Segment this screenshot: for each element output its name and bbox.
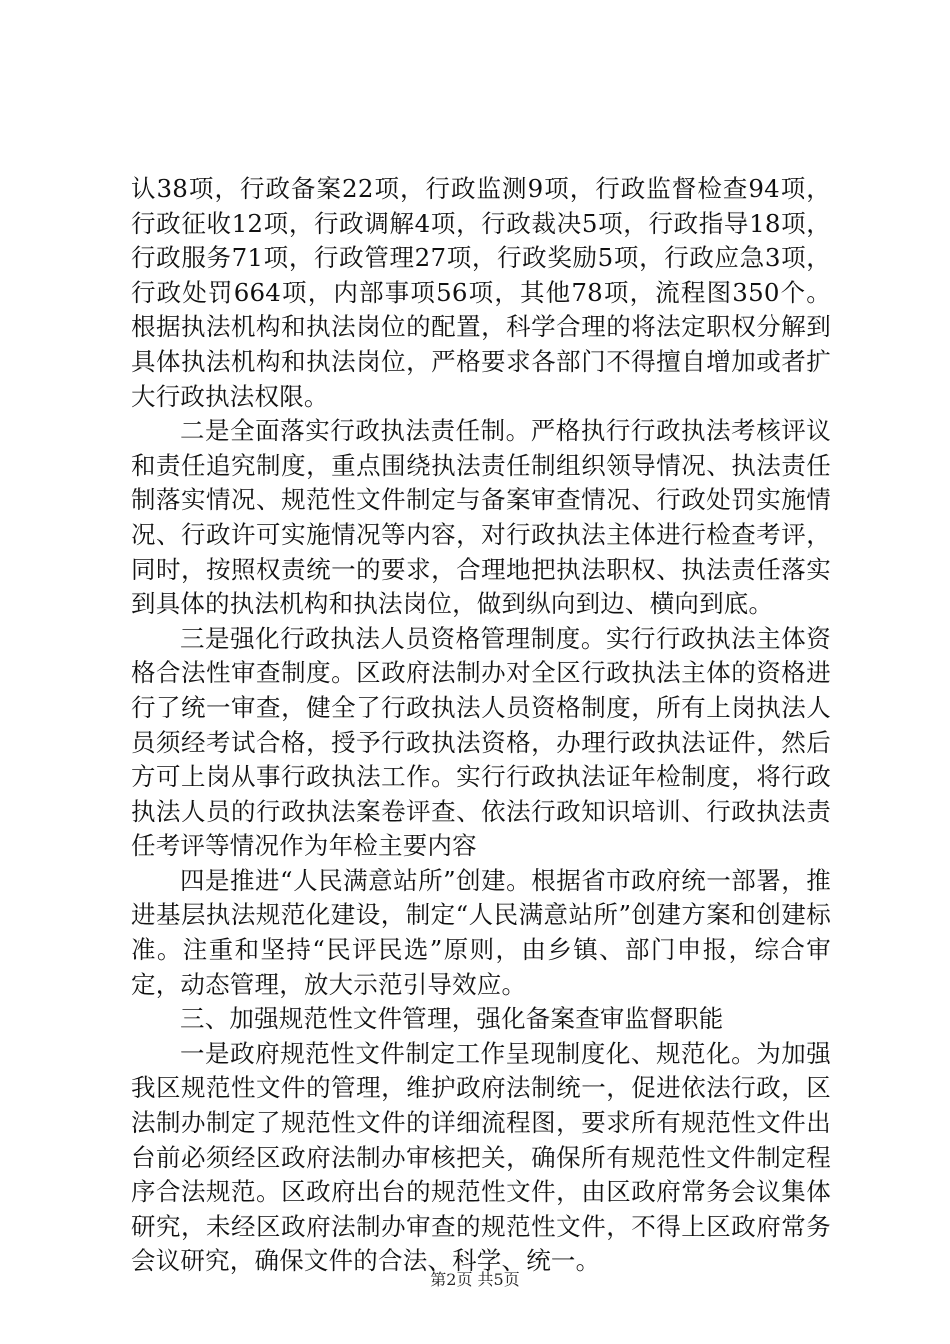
document-body — [131, 172, 831, 1279]
paragraph-5: 一是政府规范性文件制定工作呈现制度化、规范化。为加强我区规范性文件的管理，维护政府法制统一，促进依法行政，区法制办制定了规范性文件的详细流程图，要求所有规范性文件出台前必须经区政府法制办审核把关，确保所有规范性文件制定程序合法规范。区政府出台的规范性文件，由区政府常务会议集体研究，未经区政府法制办审查的规范性文件，不得上区政府常务会议研究，确保文件的合法、科学、统一。 — [131, 1038, 831, 1276]
page-indicator: 第2页 共5页 — [430, 1270, 520, 1289]
section-heading: 三、加强规范性文件管理，强化备案查审监督职能 — [180, 1004, 724, 1034]
paragraph-4: 四是推进“人民满意站所”创建。根据省市政府统一部署，推进基层执法规范化建设，制定“人民满意站所”创建方案和创建标准。注重和坚持“民评民选”原则，由乡镇、部门申报，综合审定，动态管理，放大示范引导效应。 — [131, 865, 831, 999]
page-footer — [0, 1270, 950, 1290]
paragraph-1: 认38项，行政备案22项，行政监测9项，行政监督检查94项，行政征收12项，行政调解4项，行政裁决5项，行政指导18项，行政服务71项，行政管理27项，行政奖励5项，行政应急3项，行政处罚664项，内部事项56项，其他78项，流程图350个。根据执法机构和执法岗位的配置，科学合理的将法定职权分解到具体执法机构和执法岗位，严格要求各部门不得擅自增加或者扩大行政执法权限。 — [131, 174, 831, 411]
paragraph-2: 二是全面落实行政执法责任制。严格执行行政执法考核评议和责任追究制度，重点围绕执法责任制组织领导情况、执法责任制落实情况、规范性文件制定与备案审查情况、行政处罚实施情况、行政许可实施情况等内容，对行政执法主体进行检查考评，同时，按照权责统一的要求，合理地把执法职权、执法责任落实到具体的执法机构和执法岗位，做到纵向到边、横向到底。 — [131, 416, 831, 619]
paragraph-3: 三是强化行政执法人员资格管理制度。实行行政执法主体资格合法性审查制度。区政府法制办对全区行政执法主体的资格进行了统一审查，健全了行政执法人员资格制度，所有上岗执法人员须经考试合格，授予行政执法资格，办理行政执法证件，然后方可上岗从事行政执法工作。实行行政执法证年检制度，将行政执法人员的行政执法案卷评查、依法行政知识培训、行政执法责任考评等情况作为年检主要内容 — [131, 623, 831, 861]
